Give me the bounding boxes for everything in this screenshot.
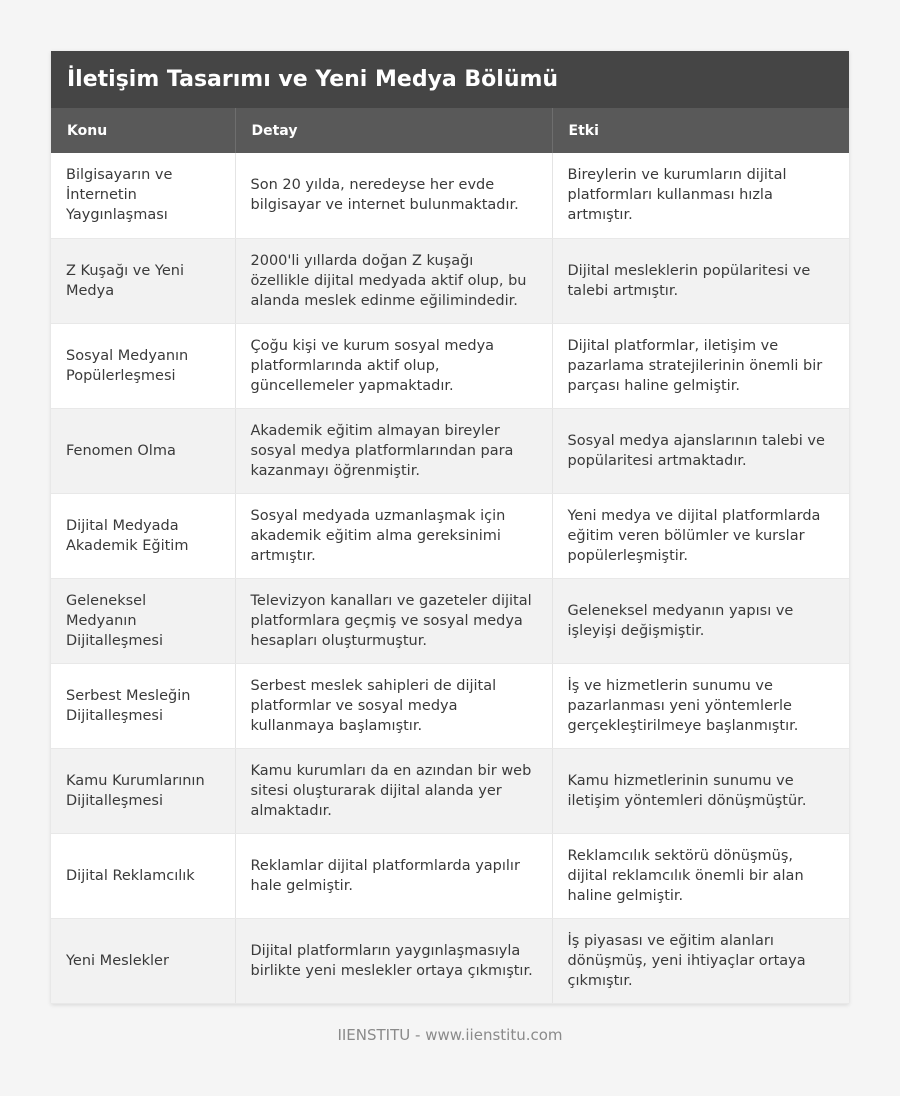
- table-row: [51, 578, 849, 663]
- cell-konu: Dijital Reklamcılık: [51, 833, 235, 918]
- cell-konu: Bilgisayarın ve İnternetin Yaygınlaşması: [51, 153, 235, 238]
- header-row: [51, 108, 849, 153]
- table-row: [51, 748, 849, 833]
- cell-etki: Kamu hizmetlerinin sunumu ve iletişim yöntemleri dönüşmüştür.: [552, 748, 849, 833]
- table-row: [51, 663, 849, 748]
- cell-konu: Fenomen Olma: [51, 408, 235, 493]
- table-row: [51, 153, 849, 238]
- table-title: İletişim Tasarımı ve Yeni Medya Bölümü: [51, 51, 849, 108]
- cell-detay: Çoğu kişi ve kurum sosyal medya platformlarında aktif olup, güncellemeler yapmaktadır.: [235, 323, 552, 408]
- cell-etki: Sosyal medya ajanslarının talebi ve popülaritesi artmaktadır.: [552, 408, 849, 493]
- cell-detay: Dijital platformların yaygınlaşmasıyla birlikte yeni meslekler ortaya çıkmıştır.: [235, 918, 552, 1003]
- cell-detay: Televizyon kanalları ve gazeteler dijital platformlara geçmiş ve sosyal medya hesapları oluşturmuştur.: [235, 578, 552, 663]
- cell-detay: Serbest meslek sahipleri de dijital platformlar ve sosyal medya kullanmaya başlamıştır.: [235, 663, 552, 748]
- cell-etki: İş ve hizmetlerin sunumu ve pazarlanması yeni yöntemlerle gerçekleştirilmeye başlanmıştır.: [552, 663, 849, 748]
- header-konu: Konu: [51, 108, 235, 153]
- table-row: [51, 408, 849, 493]
- table-row: [51, 323, 849, 408]
- cell-detay: Sosyal medyada uzmanlaşmak için akademik eğitim alma gereksinimi artmıştır.: [235, 493, 552, 578]
- cell-konu: Geleneksel Medyanın Dijitalleşmesi: [51, 578, 235, 663]
- footer-credit: IIENSTITU - www.iienstitu.com: [337, 1026, 563, 1044]
- table-row: [51, 493, 849, 578]
- cell-detay: Kamu kurumları da en azından bir web sitesi oluşturarak dijital alanda yer almaktadır.: [235, 748, 552, 833]
- table-card: [51, 51, 849, 1004]
- cell-detay: Son 20 yılda, neredeyse her evde bilgisayar ve internet bulunmaktadır.: [235, 153, 552, 238]
- table-row: [51, 918, 849, 1003]
- cell-etki: İş piyasası ve eğitim alanları dönüşmüş, yeni ihtiyaçlar ortaya çıkmıştır.: [552, 918, 849, 1003]
- cell-etki: Bireylerin ve kurumların dijital platformları kullanması hızla artmıştır.: [552, 153, 849, 238]
- cell-konu: Kamu Kurumlarının Dijitalleşmesi: [51, 748, 235, 833]
- table-row: [51, 833, 849, 918]
- cell-etki: Dijital platformlar, iletişim ve pazarlama stratejilerinin önemli bir parçası haline gelmiştir.: [552, 323, 849, 408]
- cell-detay: Reklamlar dijital platformlarda yapılır hale gelmiştir.: [235, 833, 552, 918]
- cell-etki: Yeni medya ve dijital platformlarda eğitim veren bölümler ve kurslar popülerleşmiştir.: [552, 493, 849, 578]
- cell-konu: Z Kuşağı ve Yeni Medya: [51, 238, 235, 323]
- cell-konu: Sosyal Medyanın Popülerleşmesi: [51, 323, 235, 408]
- cell-konu: Serbest Mesleğin Dijitalleşmesi: [51, 663, 235, 748]
- table-row: [51, 238, 849, 323]
- cell-detay: 2000'li yıllarda doğan Z kuşağı özellikle dijital medyada aktif olup, bu alanda meslek edinme eğilimindedir.: [235, 238, 552, 323]
- cell-etki: Geleneksel medyanın yapısı ve işleyişi değişmiştir.: [552, 578, 849, 663]
- cell-etki: Dijital mesleklerin popülaritesi ve talebi artmıştır.: [552, 238, 849, 323]
- cell-konu: Dijital Medyada Akademik Eğitim: [51, 493, 235, 578]
- header-detay: Detay: [235, 108, 552, 153]
- cell-konu: Yeni Meslekler: [51, 918, 235, 1003]
- data-table: [51, 108, 849, 1004]
- cell-detay: Akademik eğitim almayan bireyler sosyal medya platformlarından para kazanmayı öğrenmiştir.: [235, 408, 552, 493]
- header-etki: Etki: [552, 108, 849, 153]
- cell-etki: Reklamcılık sektörü dönüşmüş, dijital reklamcılık önemli bir alan haline gelmiştir.: [552, 833, 849, 918]
